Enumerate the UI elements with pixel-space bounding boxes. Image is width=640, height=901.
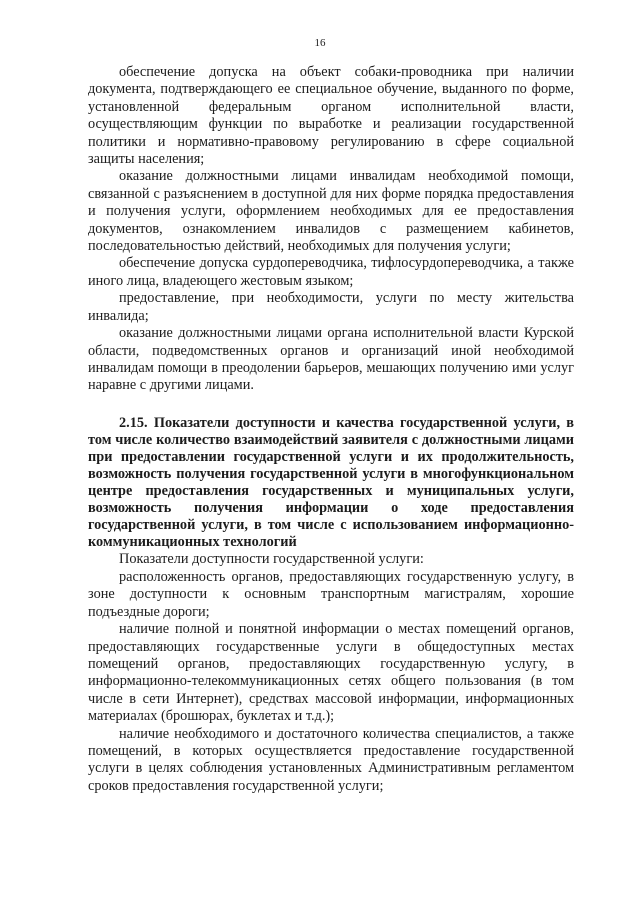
document-body [88,64,574,795]
section-heading-2-15: 2.15. Показатели доступности и качества государственной услуги, в том числе количество взаимодействий заявителя с должностными лицами при предоставлении государственной услуги и их продолжительность, возможность получения государственной услуги в многофункциональном центре предоставления государственных и муниципальных услуги, возможность получения информации о ходе предоставления государственной услуги, в том числе с использованием информационно-коммуникационных технологий [88,414,574,551]
page-number: 16 [314,37,326,49]
paragraph-sign-interpreter-access: обеспечение допуска сурдопереводчика, тифлосурдопереводчика, а также иного лица, владеющего жестовым языком; [88,255,574,289]
paragraph-transport-accessibility: расположенность органов, предоставляющих государственную услугу, в зоне доступности к основным транспортным магистралям, хорошие подъездные дороги; [88,568,574,620]
paragraph-accessibility-indicators-intro: Показатели доступности государственной услуги: [119,551,424,568]
paragraph-staff-and-premises: наличие необходимого и достаточного количества специалистов, а также помещений, в которых осуществляется предоставление государственной услуги в целях соблюдения установленных Административным регламентом сроков предоставления государственной услуги; [88,725,574,794]
paragraph-barrier-assistance: оказание должностными лицами органа исполнительной власти Курской области, подведомственных органов и организаций иной необходимой инвалидам помощи в преодолении барьеров, мешающих получению ими услуг наравне с другими лицами. [88,325,574,394]
paragraph-officials-assistance: оказание должностными лицами инвалидам необходимой помощи, связанной с разъяснением в доступной для них форме порядка предоставления и получения услуги, оформлением необходимых для ее предоставления документов, ознакомлением инвалидов с размещением кабинетов, последовательностью действий, необходимых для получения услуги; [88,168,574,255]
paragraph-guide-dog-access: обеспечение допуска на объект собаки-проводника при наличии документа, подтверждающего ее специальное обучение, выданного по форме, установленной федеральным органом исполнительной власти, осуществляющим функции по выработке и реализации государственной политики и нормативно-правовому регулированию в сфере социальной защиты населения; [88,64,574,168]
paragraph-information-availability: наличие полной и понятной информации о местах помещений органов, предоставляющих государственные услуги в общедоступных местах помещений органов, предоставляющих государственную услугу, в информационно-телекоммуникационных сетях общего пользования (в том числе в сети Интернет), средствах массовой информации, информационных материалах (брошюрах, буклетах и т.д.); [88,621,574,725]
paragraph-service-at-residence: предоставление, при необходимости, услуги по месту жительства инвалида; [88,290,574,324]
